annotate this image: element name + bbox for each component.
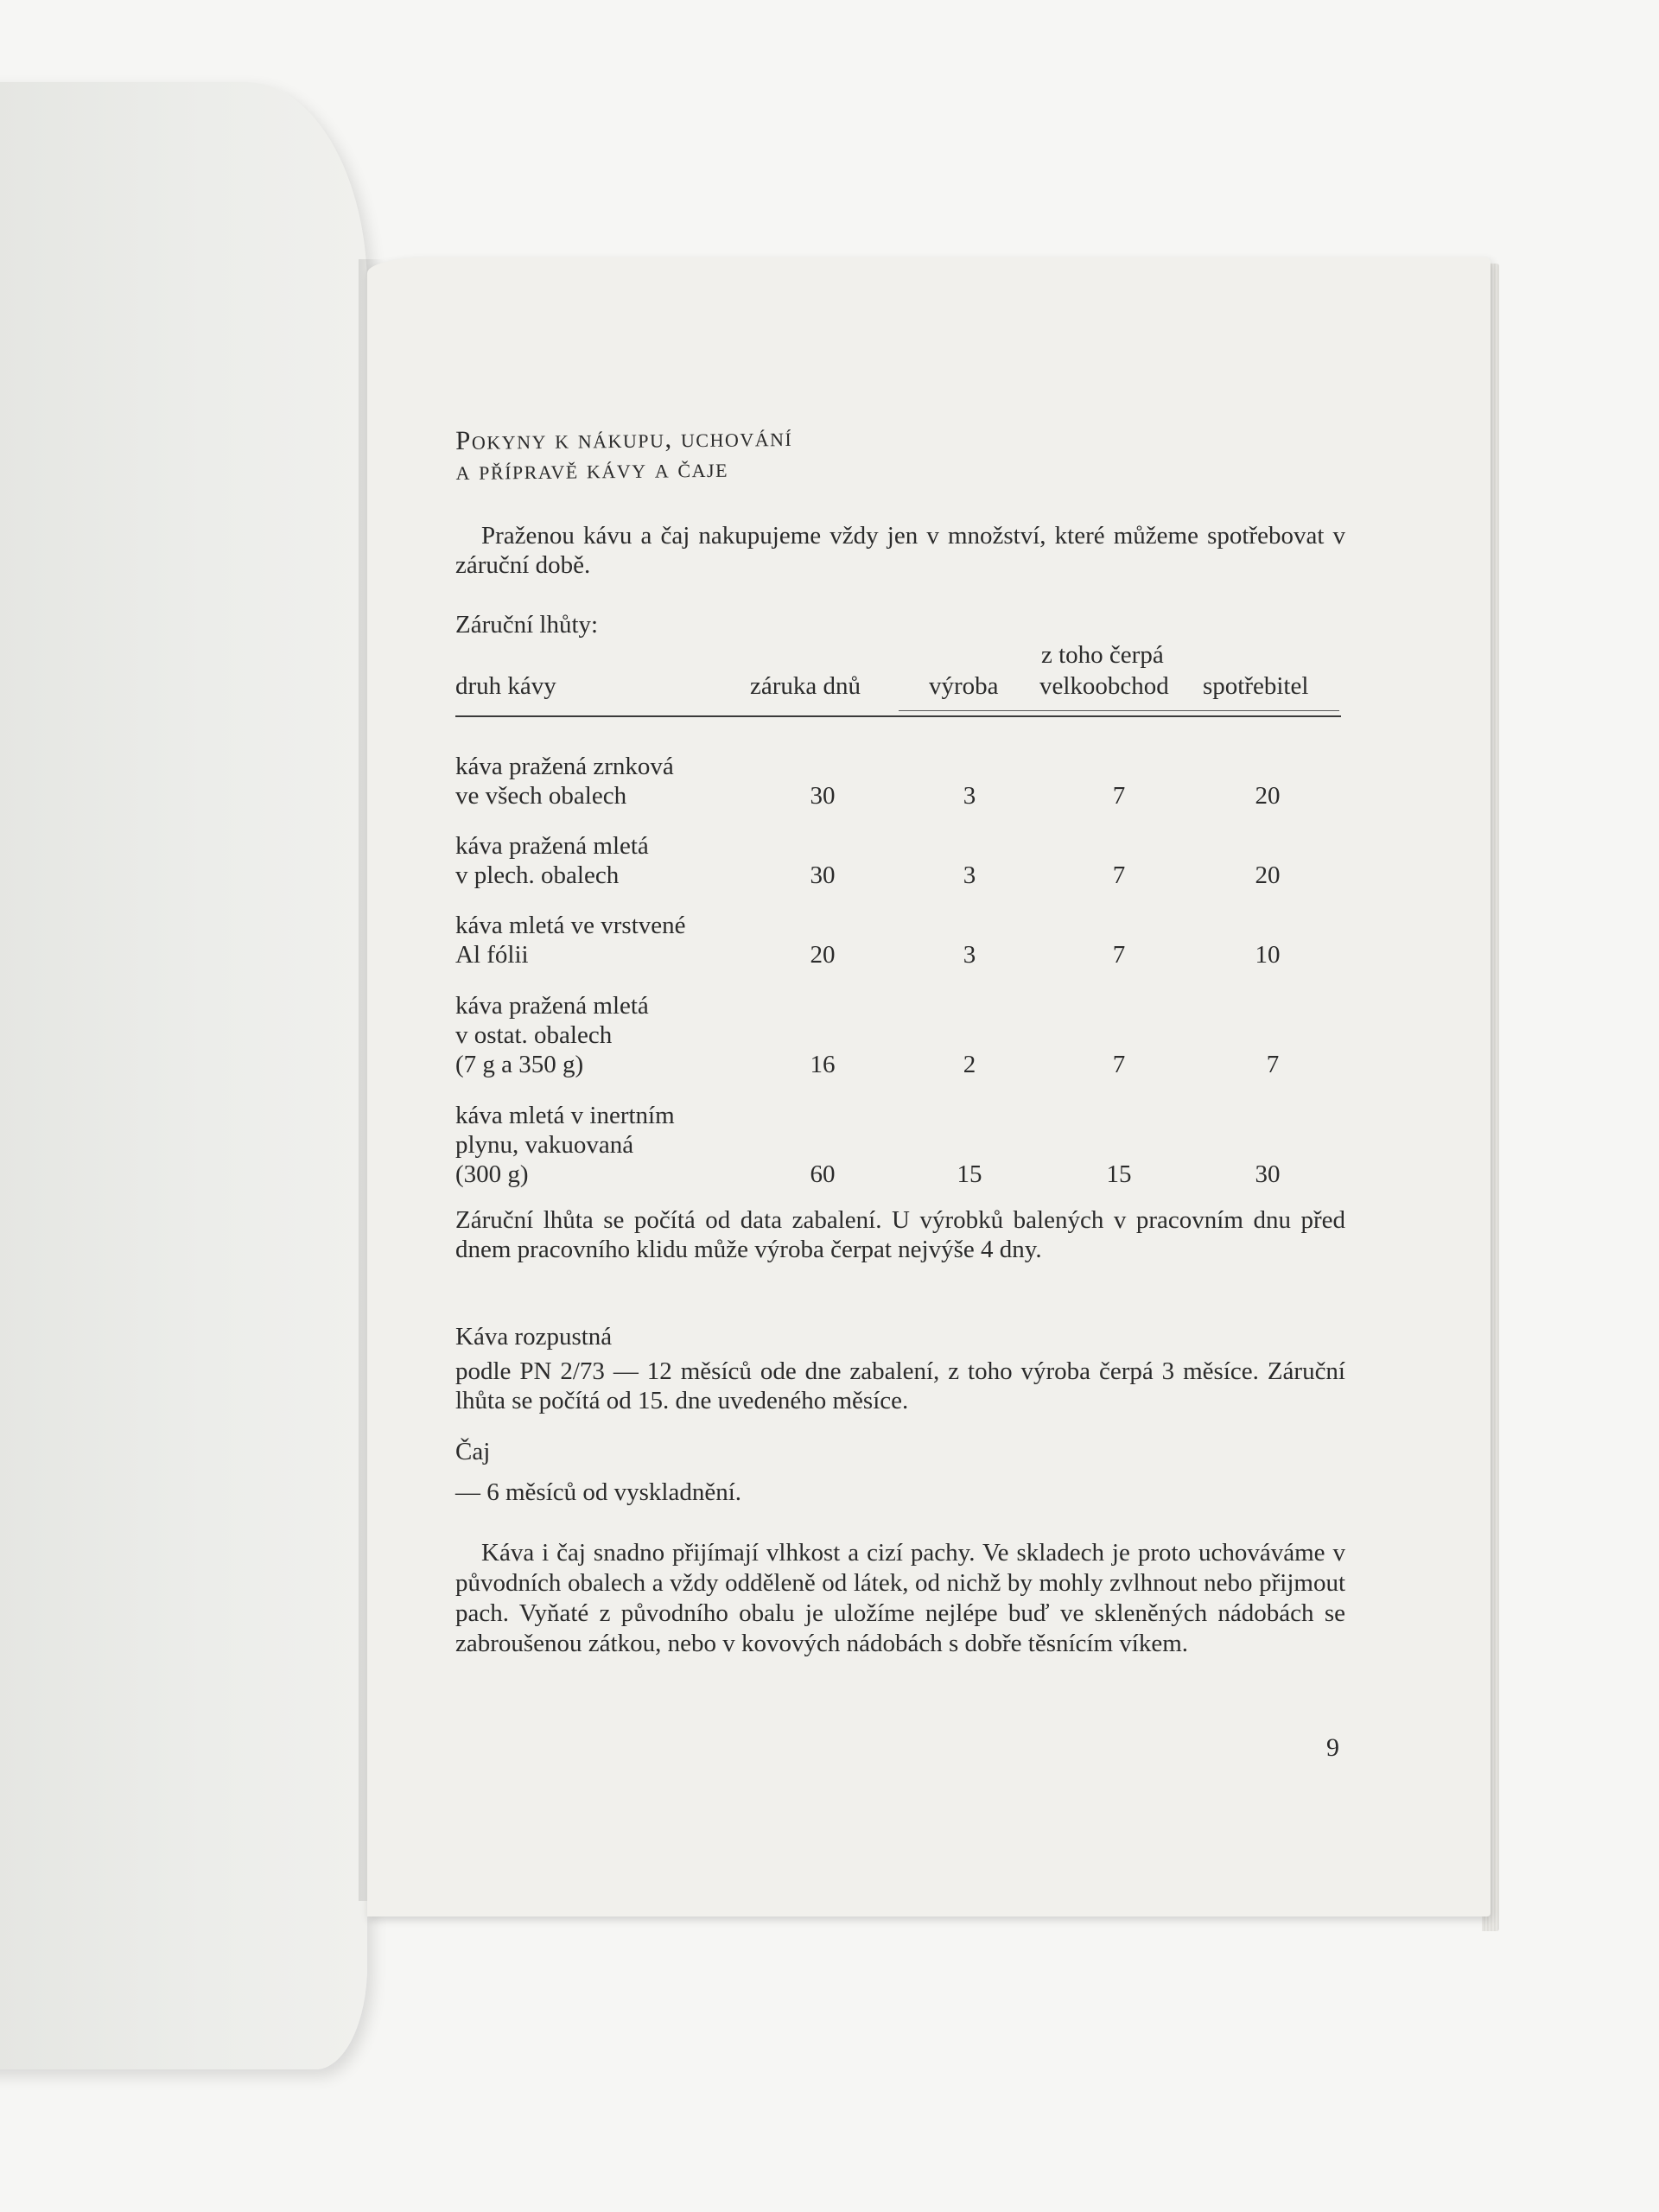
- cell-warranty: 20: [810, 941, 836, 969]
- table-row-label: káva pražená mletá v plech. obalech: [455, 832, 649, 889]
- cell-consumer: 7: [1266, 1051, 1280, 1078]
- cell-warranty: 60: [810, 1160, 836, 1188]
- cell-wholesale: 7: [1112, 782, 1126, 810]
- cell-wholesale: 7: [1112, 941, 1126, 969]
- cell-warranty: 30: [810, 782, 836, 810]
- table-rule: [455, 715, 1341, 717]
- tea-text: — 6 měsíců od vyskladnění.: [455, 1478, 742, 1506]
- cell-consumer: 30: [1255, 1160, 1281, 1188]
- group-header: z toho čerpá: [1041, 641, 1164, 669]
- page-heading: [455, 422, 793, 486]
- table-row-label: káva mletá ve vrstvené Al fólii: [455, 912, 686, 969]
- right-page: [367, 257, 1491, 1916]
- cell-production: 15: [957, 1160, 982, 1188]
- cell-warranty: 16: [810, 1051, 836, 1078]
- table-row-label: káva pražená mletá v ostat. obalech (7 g a 350 g): [455, 992, 649, 1078]
- tea-title: Čaj: [455, 1438, 491, 1465]
- col-head-wholesale: velkoobchod: [1039, 672, 1169, 700]
- cell-wholesale: 15: [1106, 1160, 1132, 1188]
- cell-production: 2: [963, 1051, 976, 1078]
- cell-production: 3: [963, 782, 976, 810]
- cell-warranty: 30: [810, 861, 836, 889]
- cell-consumer: 20: [1255, 861, 1281, 889]
- storage-paragraph: Káva i čaj snadno přijímají vlhkost a cizí pachy. Ve skladech je proto uchováváme v původních obalech a vždy odděleně od látek, od nichž by mohly zvlhnout nebo přijmout pach. Vyňaté z původního obalu je uložíme nejlépe buď ve skleněných nádobách se zabroušenou zátkou, nebo v kovových nádobách s dobře těsnícím víkem.: [455, 1539, 1345, 1657]
- cell-consumer: 10: [1255, 941, 1281, 969]
- page-number: 9: [1326, 1733, 1339, 1762]
- cell-wholesale: 7: [1112, 861, 1126, 889]
- cell-wholesale: 7: [1112, 1051, 1126, 1078]
- heading-line-1: Pokyny k nákupu, uchování: [455, 421, 793, 455]
- col-head-consumer: spotřebitel: [1203, 672, 1309, 700]
- left-page: [0, 82, 367, 2069]
- table-row-label: káva mletá v inertním plynu, vakuovaná (300 g): [455, 1102, 675, 1188]
- group-rule: [899, 710, 1339, 711]
- cell-production: 3: [963, 941, 976, 969]
- warranty-title: Záruční lhůty:: [455, 611, 599, 639]
- instant-coffee-title: Káva rozpustná: [455, 1323, 613, 1351]
- col-head-type: druh kávy: [455, 672, 556, 700]
- col-head-warranty: záruka dnů: [750, 672, 861, 700]
- cell-consumer: 20: [1255, 782, 1281, 810]
- instant-coffee-text: podle PN 2/73 — 12 měsíců ode dne zabalení, z toho výroba čerpá 3 měsíce. Záruční lhůta se počítá od 15. dne uvedeného měsíce.: [455, 1357, 1345, 1414]
- heading-line-2: a přípravě kávy a čaje: [455, 452, 729, 486]
- intro-paragraph: Praženou kávu a čaj nakupujeme vždy jen v množství, které můžeme spotřebovat v záruční době.: [455, 522, 1345, 579]
- col-head-production: výroba: [929, 672, 999, 700]
- cell-production: 3: [963, 861, 976, 889]
- warranty-note: Záruční lhůta se počítá od data zabalení. U výrobků balených v pracovním dnu před dnem pracovního klidu může výroba čerpat nejvýše 4 dny.: [455, 1206, 1345, 1263]
- table-row-label: káva pražená zrnková ve všech obalech: [455, 753, 674, 810]
